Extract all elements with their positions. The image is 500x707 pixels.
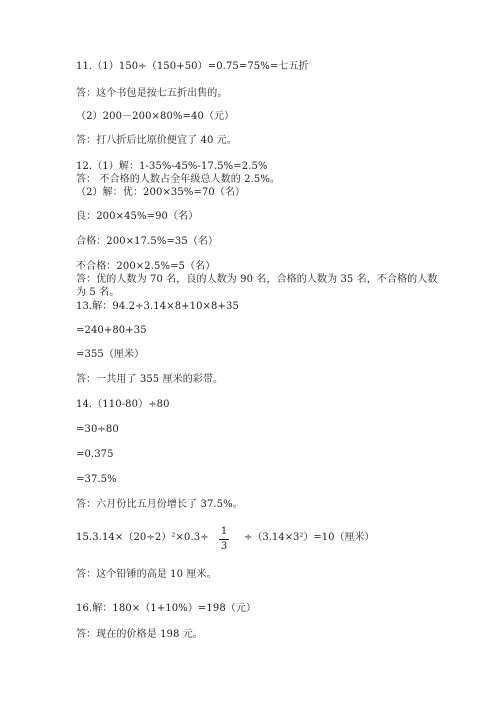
line-12-answer-b: 为 5 名。 [76, 287, 120, 298]
line-15-tail: ÷（3.14×3²）=10（厘米） [244, 532, 375, 543]
line-14-answer: 答：六月份比五月份增长了 37.5%。 [76, 499, 243, 510]
line-11-1: 11.（1）150÷（150+50）=0.75=75%=七五折 [76, 61, 309, 72]
line-11-answer: 答：这个书包是按七五折出售的。 [76, 88, 228, 99]
line-14: 14.（110-80）÷80 [76, 399, 170, 410]
line-14-step2: =0.375 [76, 449, 114, 460]
line-16: 16.解：180×（1+10%）=198（元） [76, 603, 257, 614]
line-12-1-answer: 答： 不合格的人数占全年级总人数的 2.5%。 [76, 174, 281, 185]
line-12-good: 良：200×45%=90（名） [76, 211, 199, 222]
line-12-1: 12.（1）解：1-35%-45%-17.5%=2.5% [76, 161, 268, 172]
line-12-pass: 合格：200×17.5%=35（名） [76, 236, 219, 247]
line-13-step2: =355（厘米） [76, 349, 145, 360]
line-13-answer: 答：一共用了 355 厘米的彩带。 [76, 374, 224, 385]
fraction-numerator: 1 [220, 526, 228, 537]
fraction-denominator: 3 [220, 541, 228, 552]
line-12-answer-a: 答：优的人数为 70 名，良的人数为 90 名，合格的人数为 35 名，不合格的人数 [76, 274, 438, 285]
line-11-2: （2）200－200×80%=40（元） [76, 111, 235, 122]
fraction-bar [219, 539, 229, 540]
line-15: 15.3.14×（20÷2）²×0.3÷ [76, 532, 209, 543]
fraction-one-third [217, 526, 231, 553]
line-12-2: （2）解：优：200×35%=70（名） [76, 187, 246, 198]
line-13-step1: =240+80+35 [76, 325, 147, 336]
line-13: 13.解：94.2÷3.14×8+10×8+35 [76, 301, 239, 312]
line-14-step3: =37.5% [76, 474, 117, 485]
line-12-fail: 不合格：200×2.5%=5（名） [76, 261, 216, 272]
line-14-step1: =30÷80 [76, 424, 119, 435]
line-15-answer: 答：这个铅锤的高是 10 厘米。 [76, 569, 217, 580]
line-11-2-answer: 答：打八折后比原价便宜了 40 元。 [76, 135, 237, 146]
line-16-answer: 答：现在的价格是 198 元。 [76, 629, 203, 640]
